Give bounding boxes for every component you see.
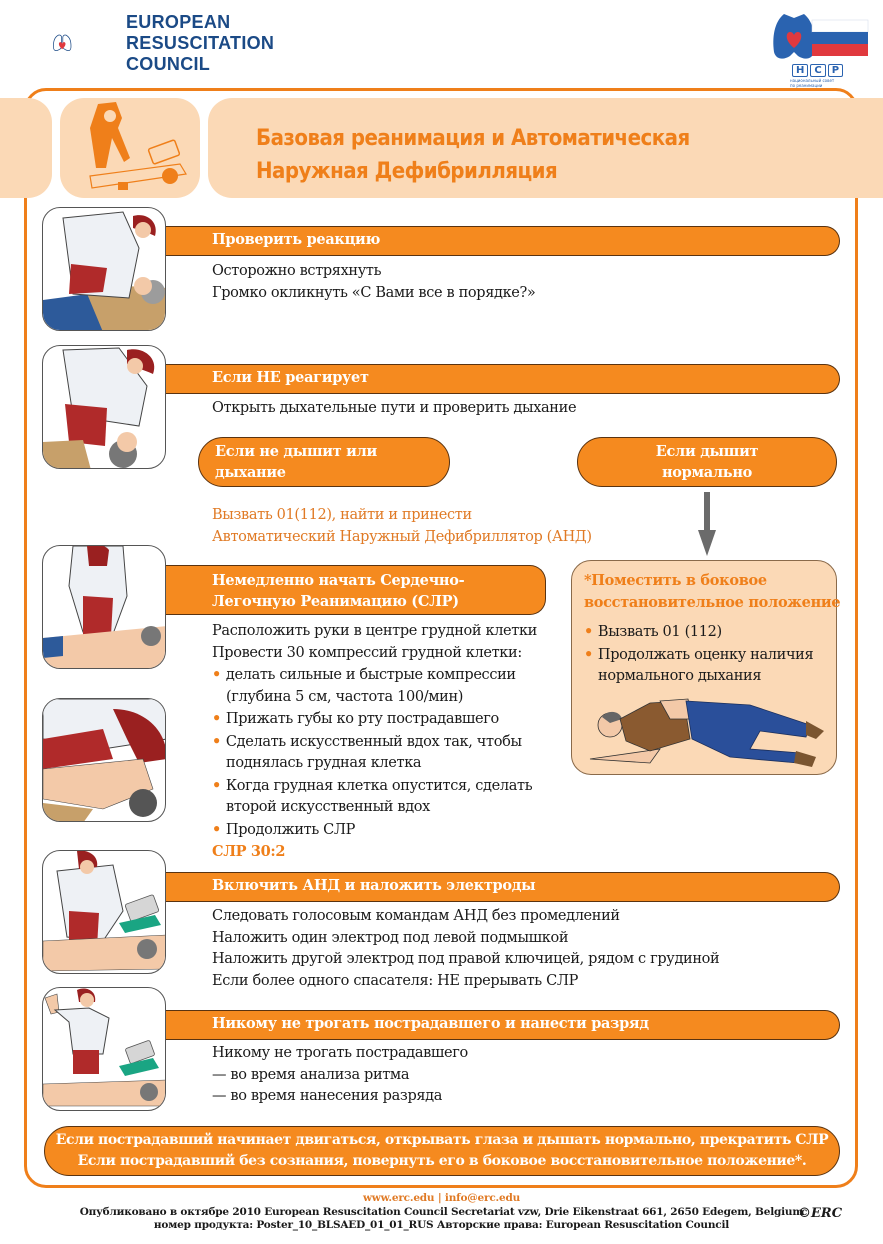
step-4-body: [212, 906, 719, 992]
rescue-breaths-illustration: [42, 698, 166, 822]
step-3-bullet-cont: поднялась грудная клетка: [226, 755, 422, 771]
final-instruction-pill: [44, 1126, 840, 1176]
pill-line: патологическое: [215, 485, 348, 502]
erc-lungs-heart-logo-icon: [52, 8, 122, 78]
step-4-line: Следовать голосовым командам АНД без промедлений: [212, 908, 620, 924]
step-3-bullet-cont: (глубина 5 см, частота 100/мин): [226, 688, 464, 705]
erc-copyright-mark: ©ERC: [798, 1206, 843, 1221]
step-4-illustration: [42, 850, 166, 974]
step-3-bullet: • Сделать искусственный вдох так, чтобы: [212, 731, 537, 754]
not-breathing-pill: [198, 437, 450, 502]
final-instruction-line: Если пострадавший без сознания, повернуть его в боковое восстановительное положение*.: [77, 1153, 807, 1169]
step-2-illustration: [42, 345, 166, 469]
erc-logo-line: EUROPEAN: [126, 12, 231, 32]
step-3-illustration: [42, 545, 166, 669]
step-5-body: [212, 1043, 468, 1108]
ncr-letter: С: [810, 64, 825, 77]
ncr-lungs-flag-icon: [770, 8, 870, 64]
title-band-left: [0, 98, 52, 198]
recovery-list: [584, 621, 813, 688]
step-1-illustration: [42, 207, 166, 331]
footer-published: Опубликовано в октябре 2010 European Resuscitation Council Secretariat vzw, Drie Eikenstraat 661, 2650 Edegem, Belgium: [79, 1205, 804, 1218]
step-5-title: Никому не трогать пострадавшего и нанести разряд: [212, 1015, 649, 1032]
step-3-title: [212, 570, 464, 612]
step-3-title-line: Немедленно начать Сердечно-: [212, 572, 465, 589]
final-instruction-line: Если пострадавший начинает двигаться, открывать глаза и дышать нормально, прекратить СЛР: [55, 1132, 829, 1148]
step-3-banner: [166, 565, 546, 615]
recovery-position-illustration-icon: [580, 679, 830, 769]
call-line: Автоматический Наружный Дефибриллятор (АНД): [212, 528, 592, 545]
attach-aed-illustration-icon: [43, 851, 166, 974]
step-4-banner: [166, 872, 840, 902]
pill-line: нормально: [661, 464, 753, 481]
call-line: Вызвать 01(112), найти и принести: [212, 507, 472, 523]
rescue-breaths-illustration-icon: [43, 699, 166, 822]
step-3-title-line: Легочную Реанимацию (СЛР): [212, 593, 459, 610]
title-illustration: [60, 98, 200, 198]
open-airway-illustration-icon: [43, 346, 166, 469]
step-3-body: [212, 621, 537, 863]
step-1-line: Громко окликнуть «С Вами все в порядке?»: [212, 284, 536, 301]
step-4-title: Включить АНД и наложить электроды: [212, 877, 536, 894]
step-5-line: — во время анализа ритма: [212, 1066, 410, 1083]
erc-logo-text: [126, 12, 274, 75]
step-5-banner: [166, 1010, 840, 1040]
ncr-caption: [790, 79, 834, 88]
recovery-position-box: [571, 560, 841, 775]
ncr-caption-line: национальный совет: [790, 78, 835, 83]
pill-line: Если дышит: [655, 443, 759, 460]
step-3-bullet: • Продолжить СЛР: [212, 819, 537, 842]
ncr-letters: [792, 64, 843, 77]
ncr-letter: Р: [828, 64, 843, 77]
ncr-letter: Н: [792, 64, 808, 77]
pill-line: Если не дышит или дыхание: [215, 443, 377, 481]
deliver-shock-illustration-icon: [43, 988, 166, 1111]
step-5-line: Никому не трогать пострадавшего: [212, 1045, 468, 1061]
step-2-title: Если НЕ реагирует: [212, 369, 369, 386]
recovery-bullet: • Вызвать 01 (112): [584, 621, 813, 644]
step-3-bullet: • Прижать губы ко рту пострадавшего: [212, 708, 537, 731]
step-1-title: Проверить реакцию: [212, 231, 381, 248]
step-3-bullet: • Когда грудная клетка опустится, сделать: [212, 775, 537, 798]
recovery-title-line: *Поместить в боковое: [584, 572, 767, 589]
step-4-line: Наложить другой электрод под правой ключицей, рядом с грудиной: [212, 951, 720, 967]
step-2-body: [212, 398, 576, 420]
recovery-title: [584, 570, 840, 614]
step-1-banner: [166, 226, 840, 256]
step-4-line: Если более одного спасателя: НЕ прерывать СЛР: [212, 972, 578, 989]
check-response-illustration-icon: [43, 208, 166, 331]
recovery-bullet: • Продолжать оценку наличия: [584, 644, 813, 667]
chest-compressions-illustration-icon: [43, 546, 166, 669]
step-5-illustration: [42, 987, 166, 1111]
down-arrow-icon: [697, 492, 717, 556]
call-for-help-text: [212, 505, 592, 548]
step-1-body: [212, 261, 535, 304]
erc-logo-line: COUNCIL: [126, 54, 211, 74]
breathing-normally-pill: [577, 437, 837, 487]
step-4-line: Наложить один электрод под левой подмышкой: [212, 929, 569, 946]
cpr-ratio: СЛР 30:2: [212, 843, 286, 860]
step-2-banner: [166, 364, 840, 394]
erc-logo-line: RESUSCITATION: [126, 33, 275, 53]
step-2-line: Открыть дыхательные пути и проверить дыхание: [212, 400, 577, 416]
ncr-caption-line: по реанимации: [790, 82, 823, 88]
page-title: [256, 122, 690, 188]
step-5-line: — во время нанесения разряда: [212, 1088, 443, 1104]
ncr-logo: [770, 8, 870, 88]
step-1-line: Осторожно встряхнуть: [212, 263, 382, 279]
step-3-line: Расположить руки в центре грудной клетки: [212, 623, 537, 639]
step-3-line: Провести 30 компрессий грудной клетки:: [212, 644, 522, 661]
footer: [0, 1192, 883, 1233]
step-3-bullet: • делать сильные и быстрые компрессии: [212, 664, 537, 687]
footer-links[interactable]: www.erc.edu | info@erc.edu: [362, 1192, 521, 1204]
page-title-line: Базовая реанимация и Автоматическая: [256, 125, 690, 151]
recovery-title-line: восстановительное положение: [584, 594, 841, 611]
cpr-aed-illustration-icon: [60, 98, 200, 198]
page-title-line: Наружная Дефибрилляция: [256, 158, 558, 184]
step-3-bullet-cont: второй искусственный вдох: [226, 799, 430, 815]
footer-product: номер продукта: Poster_10_BLSAED_01_01_RUS Авторские права: European Resuscitation Council: [153, 1219, 730, 1231]
recovery-bullet-cont: нормального дыхания: [598, 668, 762, 684]
